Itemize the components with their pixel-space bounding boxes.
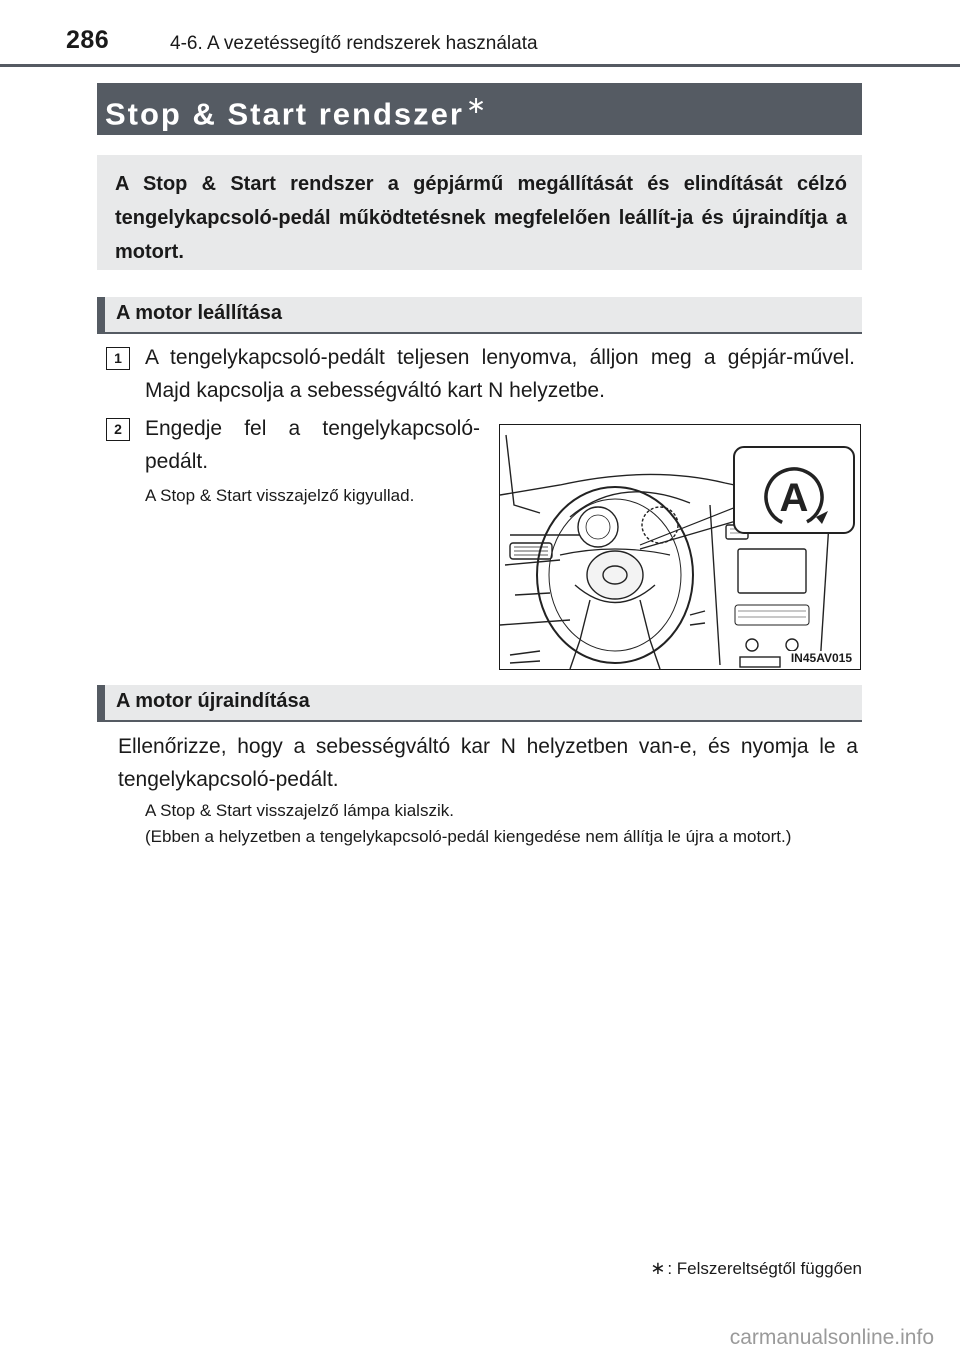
watermark: carmanualsonline.info bbox=[729, 1326, 934, 1349]
restart-note-1: A Stop & Start visszajelző lámpa kialszik. bbox=[145, 801, 454, 820]
restart-instruction: Ellenőrizze, hogy a sebességváltó kar N helyzetben van-e, és nyomja le a tengelykapcsoló-pedált. bbox=[118, 735, 858, 791]
title-asterisk: ∗ bbox=[465, 91, 489, 119]
page-title-bar bbox=[97, 83, 862, 135]
footnote bbox=[650, 1258, 862, 1279]
step-text-2: Engedje fel a tengelykapcsoló-pedált. bbox=[145, 417, 480, 473]
section-heading-restart bbox=[97, 685, 862, 722]
section-heading-stop-text: A motor leállítása bbox=[116, 302, 282, 324]
dashboard-drawing bbox=[500, 425, 860, 669]
step-note-2: A Stop & Start visszajelző kigyullad. bbox=[145, 486, 415, 505]
dashboard-illustration bbox=[499, 424, 861, 670]
intro-text: A Stop & Start rendszer a gépjármű megállítását és elindítását célzó tengelykapcsoló-pedál működtetésnek megfelelően leállít-ja és újraindítja a motort. bbox=[115, 173, 847, 263]
stop-start-indicator-letter: A bbox=[779, 476, 809, 520]
figure-code: IN45AV015 bbox=[790, 651, 852, 665]
page-title-text: Stop & Start rendszer bbox=[105, 96, 464, 132]
step-number-1: 1 bbox=[106, 347, 130, 370]
restart-note-2: (Ebben a helyzetben a tengelykapcsoló-pedál kiengedése nem állítja le újra a motort.) bbox=[145, 827, 792, 846]
step-text-1: A tengelykapcsoló-pedált teljesen lenyomva, álljon meg a gépjár-művel. Majd kapcsolja a sebességváltó kart N helyzetbe. bbox=[145, 346, 855, 402]
footnote-asterisk: ∗ bbox=[650, 1258, 666, 1279]
intro-box bbox=[97, 155, 862, 270]
page-number: 286 bbox=[66, 26, 110, 54]
page-title bbox=[105, 91, 488, 132]
step-number-2: 2 bbox=[106, 418, 130, 441]
section-heading-stop bbox=[97, 297, 862, 334]
running-header: 4-6. A vezetéssegítő rendszerek használata bbox=[170, 33, 538, 54]
header-divider bbox=[0, 64, 960, 67]
section-heading-restart-text: A motor újraindítása bbox=[116, 690, 310, 712]
footnote-text: : Felszereltségtől függően bbox=[667, 1259, 862, 1278]
